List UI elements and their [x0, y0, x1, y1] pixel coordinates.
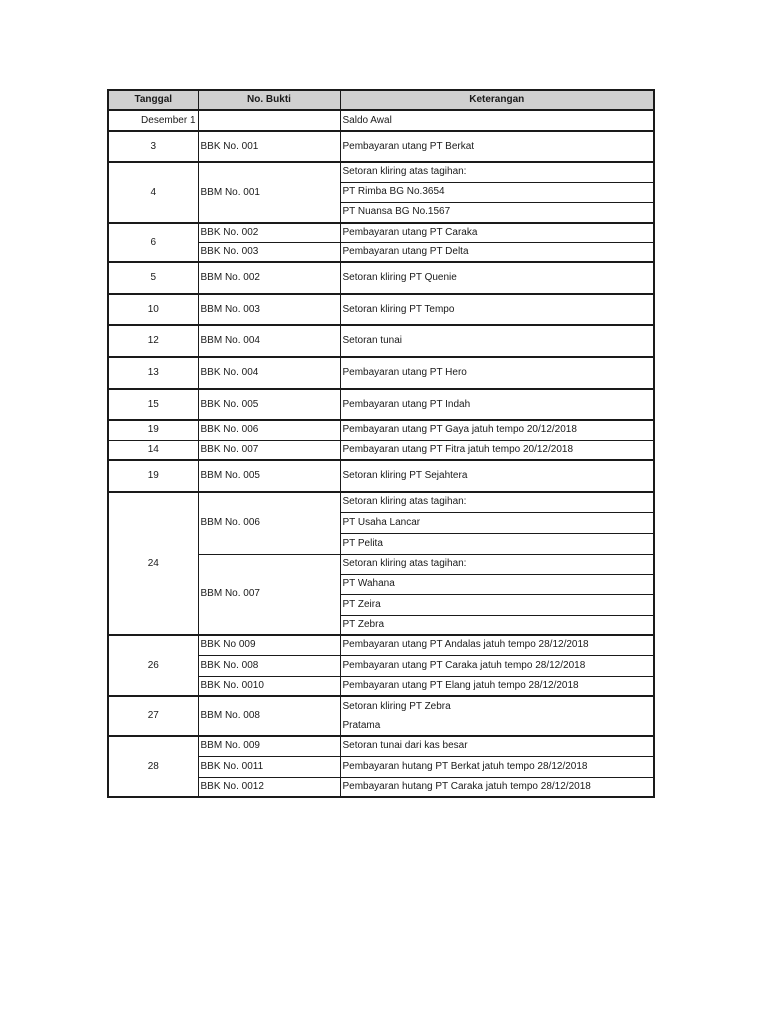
- reference-cell: BBK No. 0012: [198, 777, 340, 797]
- reference-cell: BBM No. 004: [198, 325, 340, 357]
- description-cell: Pembayaran utang PT Elang jatuh tempo 28/12/2018: [340, 676, 654, 696]
- description-cell: Pembayaran utang PT Andalas jatuh tempo 28/12/2018: [340, 635, 654, 655]
- table-row: [108, 460, 654, 492]
- reference-cell: BBM No. 005: [198, 460, 340, 492]
- reference-cell: BBK No. 001: [198, 131, 340, 162]
- date-cell: 27: [108, 696, 198, 736]
- date-cell: 12: [108, 325, 198, 357]
- column-header-date: Tanggal: [108, 90, 198, 110]
- description-cell: PT Zeira: [340, 594, 654, 615]
- date-cell: 15: [108, 389, 198, 420]
- header-row: [108, 90, 654, 110]
- table-row: [108, 696, 654, 716]
- description-cell: PT Zebra: [340, 615, 654, 635]
- description-cell: Pembayaran utang PT Delta: [340, 242, 654, 262]
- description-cell: PT Rimba BG No.3654: [340, 182, 654, 202]
- description-cell: Pembayaran utang PT Gaya jatuh tempo 20/12/2018: [340, 420, 654, 440]
- reference-cell: BBM No. 008: [198, 696, 340, 736]
- table-row: [108, 420, 654, 440]
- description-cell: Pembayaran utang PT Fitra jatuh tempo 20/12/2018: [340, 440, 654, 460]
- reference-cell: BBM No. 003: [198, 294, 340, 325]
- table-row: [108, 357, 654, 389]
- reference-cell: BBK No. 003: [198, 242, 340, 262]
- description-cell: Setoran kliring atas tagihan:: [340, 162, 654, 182]
- date-cell: 4: [108, 162, 198, 223]
- date-cell: 24: [108, 492, 198, 635]
- table-row: [108, 440, 654, 460]
- description-cell: PT Nuansa BG No.1567: [340, 202, 654, 223]
- date-cell: Desember 1: [108, 110, 198, 131]
- column-header-reference: No. Bukti: [198, 90, 340, 110]
- reference-cell: BBM No. 007: [198, 554, 340, 635]
- reference-cell: BBK No 009: [198, 635, 340, 655]
- reference-cell: BBK No. 0011: [198, 756, 340, 777]
- date-cell: 19: [108, 420, 198, 440]
- date-cell: 13: [108, 357, 198, 389]
- description-cell: Setoran tunai: [340, 325, 654, 357]
- description-cell: Pembayaran hutang PT Caraka jatuh tempo 28/12/2018: [340, 777, 654, 797]
- description-cell: Pratama: [340, 716, 654, 736]
- description-cell: Setoran kliring atas tagihan:: [340, 554, 654, 574]
- reference-cell: BBK No. 002: [198, 223, 340, 242]
- table-row: [108, 736, 654, 756]
- description-cell: Setoran kliring PT Quenie: [340, 262, 654, 294]
- reference-cell: BBK No. 0010: [198, 676, 340, 696]
- table-row: [108, 162, 654, 182]
- table-row: [108, 294, 654, 325]
- description-cell: Pembayaran utang PT Caraka: [340, 223, 654, 242]
- date-cell: 26: [108, 635, 198, 696]
- description-cell: Setoran kliring PT Sejahtera: [340, 460, 654, 492]
- reference-cell: BBM No. 002: [198, 262, 340, 294]
- description-cell: PT Wahana: [340, 574, 654, 594]
- date-cell: 10: [108, 294, 198, 325]
- description-cell: Pembayaran hutang PT Berkat jatuh tempo 28/12/2018: [340, 756, 654, 777]
- table-row: [108, 131, 654, 162]
- description-cell: Setoran tunai dari kas besar: [340, 736, 654, 756]
- description-cell: Setoran kliring atas tagihan:: [340, 492, 654, 512]
- date-cell: 3: [108, 131, 198, 162]
- description-cell: Pembayaran utang PT Indah: [340, 389, 654, 420]
- description-cell: Setoran kliring PT Tempo: [340, 294, 654, 325]
- transaction-table: [107, 89, 655, 798]
- column-header-description: Keterangan: [340, 90, 654, 110]
- table-row: [108, 389, 654, 420]
- date-cell: 6: [108, 223, 198, 262]
- reference-cell: [198, 110, 340, 131]
- reference-cell: BBK No. 007: [198, 440, 340, 460]
- table-row: [108, 325, 654, 357]
- table-row: [108, 262, 654, 294]
- reference-cell: BBM No. 009: [198, 736, 340, 756]
- table-row: [108, 635, 654, 655]
- description-cell: Pembayaran utang PT Caraka jatuh tempo 28/12/2018: [340, 655, 654, 676]
- reference-cell: BBK No. 005: [198, 389, 340, 420]
- description-cell: PT Pelita: [340, 533, 654, 554]
- table-row: [108, 110, 654, 131]
- date-cell: 19: [108, 460, 198, 492]
- description-cell: PT Usaha Lancar: [340, 512, 654, 533]
- description-cell: Pembayaran utang PT Hero: [340, 357, 654, 389]
- description-cell: Pembayaran utang PT Berkat: [340, 131, 654, 162]
- description-cell: Saldo Awal: [340, 110, 654, 131]
- description-cell: Setoran kliring PT Zebra: [340, 696, 654, 716]
- reference-cell: BBK No. 004: [198, 357, 340, 389]
- date-cell: 28: [108, 736, 198, 797]
- table-row: [108, 492, 654, 512]
- reference-cell: BBM No. 001: [198, 162, 340, 223]
- table-row: [108, 223, 654, 242]
- date-cell: 5: [108, 262, 198, 294]
- reference-cell: BBK No. 006: [198, 420, 340, 440]
- date-cell: 14: [108, 440, 198, 460]
- reference-cell: BBM No. 006: [198, 492, 340, 554]
- reference-cell: BBK No. 008: [198, 655, 340, 676]
